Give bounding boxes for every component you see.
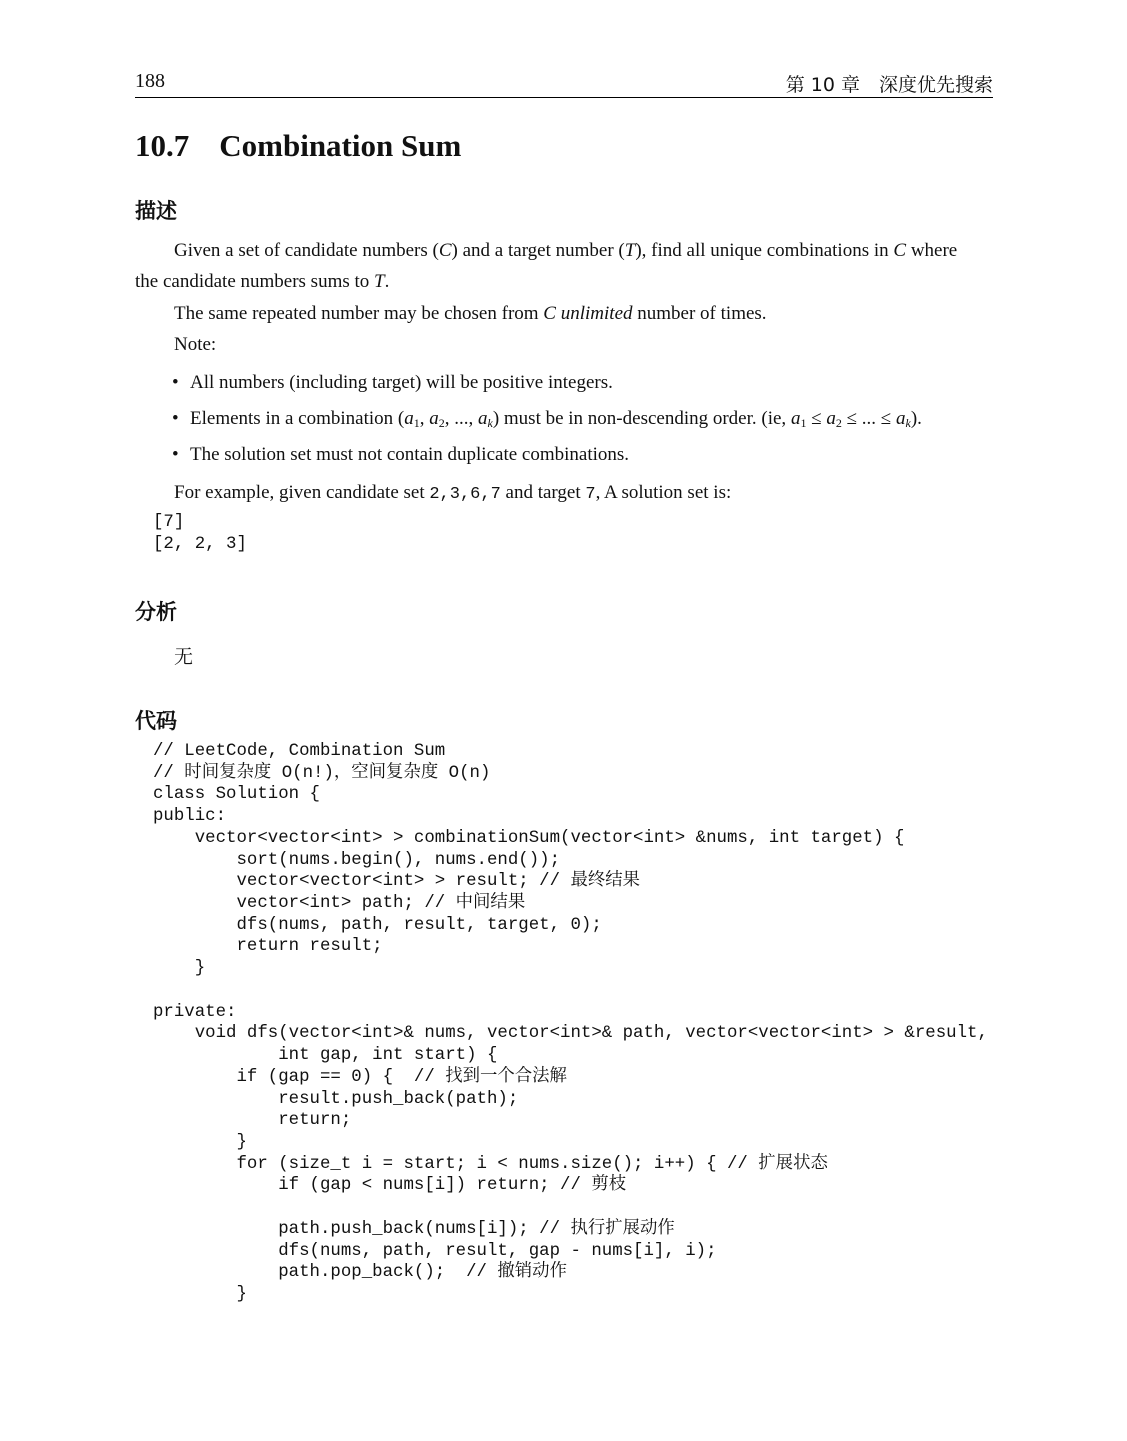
code-line: dfs(nums, path, result, target, 0);: [153, 915, 602, 935]
code-line: path.push_back(nums[i]); // 执行扩展动作: [153, 1219, 675, 1239]
page-number: 188: [135, 70, 165, 92]
code-line: return result;: [153, 937, 383, 957]
code-line: path.pop_back(); // 撤销动作: [153, 1263, 567, 1283]
code-line: return;: [153, 1111, 352, 1131]
code-line: void dfs(vector<int>& nums, vector<int>& path, vector<vector<int> > &result,: [153, 1024, 988, 1044]
analysis-text: 无: [174, 646, 194, 668]
paragraph-2: The same repeated number may be chosen from C unlimited number of times.: [174, 303, 767, 324]
bullet-item: • All numbers (including target) will be positive integers.: [172, 372, 613, 393]
code-line: [153, 980, 988, 1002]
example-paragraph: For example, given candidate set 2,3,6,7 and target 7, A solution set is:: [174, 482, 732, 504]
header-rule: [135, 97, 993, 98]
section-title-text: Combination Sum: [219, 128, 462, 163]
code-line: // LeetCode, Combination Sum: [153, 742, 446, 761]
bullet-item: • The solution set must not contain duplicate combinations.: [172, 444, 630, 465]
code-line: class Solution {: [153, 785, 320, 805]
note-label: Note:: [174, 334, 217, 355]
code-line: private:: [153, 1002, 237, 1022]
code-line: [153, 1197, 988, 1219]
code-line: result.push_back(path);: [153, 1089, 519, 1109]
solution-line: [2, 2, 3]: [153, 535, 247, 554]
paragraph-1: Given a set of candidate numbers (C) and a target number (T), find all unique combinations in C where: [174, 240, 958, 261]
code-line: if (gap < nums[i]) return; // 剪枝: [153, 1176, 627, 1196]
code-line: vector<vector<int> > combinationSum(vector<int> &nums, int target) {: [153, 828, 905, 848]
code-line: // 时间复杂度 O(n!)，空间复杂度 O(n): [153, 763, 491, 783]
code-line: vector<int> path; // 中间结果: [153, 894, 526, 914]
code-line: vector<vector<int> > result; // 最终结果: [153, 872, 641, 892]
bullet-item: • Elements in a combination ($a_1$, $a_2$, ..., $a_k$) must be in non-descending order. (ie, $a_1 \le a_2$ ≤ ... ≤ $a_k$).: [172, 408, 922, 430]
heading-description: 描述: [135, 199, 177, 223]
code-line: int gap, int start) {: [153, 1046, 498, 1066]
paragraph-1-line2: the candidate numbers sums to T.: [135, 271, 390, 292]
heading-code: 代码: [135, 709, 177, 733]
code-line: if (gap == 0) { // 找到一个合法解: [153, 1067, 567, 1087]
section-number: 10.7: [135, 128, 190, 163]
solution-line: [7]: [153, 513, 185, 532]
code-line: for (size_t i = start; i < nums.size(); i++) { // 扩展状态: [153, 1154, 828, 1174]
code-line: dfs(nums, path, result, gap - nums[i], i);: [153, 1241, 717, 1261]
code-line: sort(nums.begin(), nums.end());: [153, 850, 561, 870]
code-line: public:: [153, 807, 227, 827]
code-line: }: [153, 1284, 247, 1304]
section-title: [135, 128, 461, 164]
code-line: }: [153, 959, 206, 979]
heading-analysis: 分析: [135, 600, 177, 624]
chapter-header: 第 10 章 深度优先搜索: [785, 74, 993, 96]
code-block: [153, 741, 988, 1306]
code-line: }: [153, 1132, 247, 1152]
